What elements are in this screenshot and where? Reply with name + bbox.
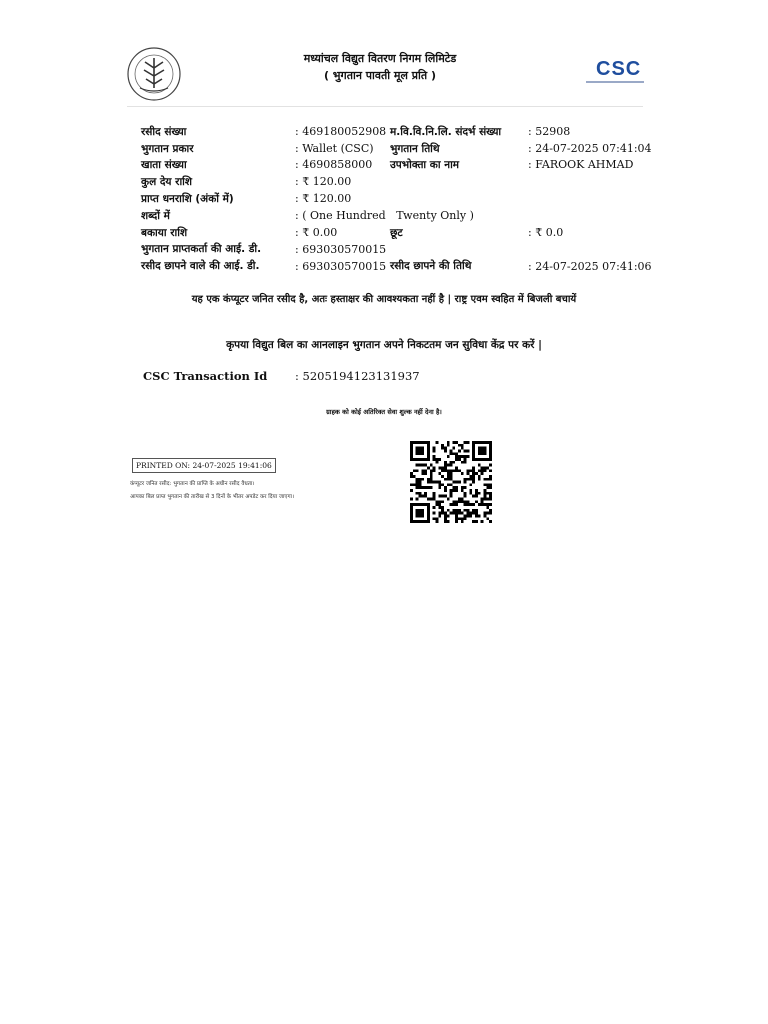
row-label: शब्दों में — [141, 210, 170, 222]
row-value: : 4690858000 — [295, 158, 373, 171]
row-label-right: छूट — [390, 227, 403, 239]
update-note: आपका बिल प्राप्त भुगतान की तारीख से 3 दिनों के भीतर अपडेट कर दिया जाएगा। — [130, 494, 295, 500]
row-label-right: रसीद छापने की तिथि — [390, 260, 472, 272]
row-label: बकाया राशि — [141, 227, 188, 239]
csc-transaction-value: : 5205194123131937 — [295, 369, 420, 383]
row-label-right: भुगतान तिथि — [390, 143, 440, 155]
row-label: भुगतान प्रकार — [141, 143, 194, 155]
no-extra-charge-note: ग्राहक को कोई अतिरिक्त सेवा शुल्क नहीं देना है। — [326, 408, 442, 416]
row-value: : 693030570015 — [295, 260, 387, 273]
row-value-right: : 24-07-2025 07:41:04 — [528, 142, 652, 155]
discom-emblem-logo — [126, 46, 182, 102]
row-value-right: : ₹ 0.0 — [528, 226, 564, 239]
row-label-right: उपभोक्ता का नाम — [390, 159, 460, 171]
header-divider — [127, 106, 643, 107]
row-value-right: : 52908 — [528, 125, 571, 138]
row-value: : ₹ 120.00 — [295, 192, 352, 205]
row-value: : Wallet (CSC) — [295, 142, 374, 155]
receipt-subtitle: ( भुगतान पावती मूल प्रति ) — [323, 69, 437, 82]
row-label: भुगतान प्राप्तकर्ता की आई. डी. — [141, 243, 262, 255]
row-value: : ₹ 120.00 — [295, 175, 352, 188]
row-label: रसीद संख्या — [141, 126, 187, 138]
row-value: : ( One Hundred Twenty Only ) — [295, 209, 474, 222]
row-value: : ₹ 0.00 — [295, 226, 338, 239]
csc-logo-text: CSC — [596, 58, 642, 80]
row-value: : 469180052908 — [295, 125, 387, 138]
row-label: रसीद छापने वाले की आई. डी. — [141, 260, 260, 272]
validity-note: कंप्यूटर जनित रसीद: भुगतान की प्राप्ति के अधीन रसीद वैधता। — [130, 481, 255, 487]
printed-on-stamp: PRINTED ON: 24-07-2025 19:41:06 — [132, 458, 276, 473]
row-value-right: : 24-07-2025 07:41:06 — [528, 260, 652, 273]
csc-logo-underline — [586, 81, 644, 83]
computer-generated-note: यह एक कंप्यूटर जनित रसीद है, अतः हस्ताक्षर की आवश्यकता नहीं है | राष्ट्र एवम स्वहित में बिजली बचायें — [191, 294, 577, 305]
company-title: मध्यांचल विद्युत वितरण निगम लिमिटेड — [303, 52, 457, 65]
row-label: खाता संख्या — [141, 159, 187, 171]
receipt-header — [230, 50, 530, 84]
online-payment-note: कृपया विद्युत बिल का आनलाइन भुगतान अपने निकटतम जन सुविधा केंद्र पर करें | — [226, 339, 542, 351]
row-value: : 693030570015 — [295, 243, 387, 256]
row-label: प्राप्त धनराशि (अंकों में) — [141, 193, 234, 205]
row-label: कुल देय राशि — [141, 176, 193, 188]
row-label-right: म.वि.वि.नि.लि. संदर्भ संख्या — [390, 126, 502, 138]
row-value-right: : FAROOK AHMAD — [528, 158, 634, 171]
qr-code — [408, 441, 494, 523]
csc-transaction-label: CSC Transaction Id — [143, 369, 268, 383]
